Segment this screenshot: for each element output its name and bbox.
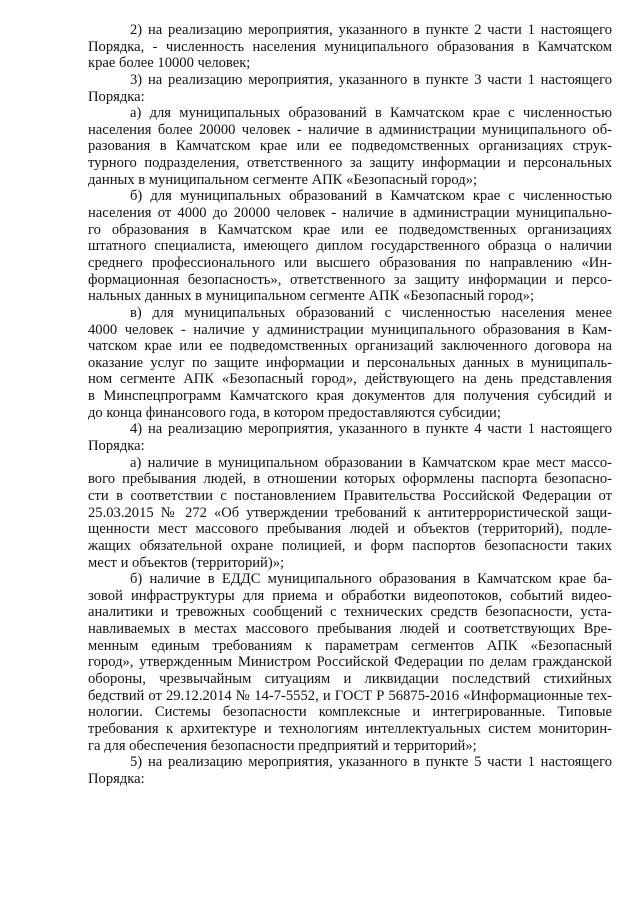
text-line: чатском крае или ее подведомственных организаций заключенного договора на [88, 338, 612, 355]
text-line: турного подразделения, ответственного за защиту информации и персональных [88, 155, 612, 172]
text-line: требования к архитектуре и технологиям интеллектуальных систем мониторин- [88, 720, 612, 737]
text-line: населения от 4000 до 20000 человек - наличие в администрации муниципально- [88, 205, 612, 222]
text-line: штатного специалиста, имеющего диплом государственного образца о наличии [88, 238, 612, 255]
text-line: навливаемых в местах массового пребывания людей и соответствующих Вре- [88, 621, 612, 638]
text-line: в) для муниципальных образований с численностью населения менее [130, 304, 612, 321]
text-line: нологии. Системы безопасности комплексные и интегрированные. Типовые [88, 704, 612, 721]
text-line: среднего профессионального или высшего образования по направлению «Ин- [88, 254, 612, 271]
paragraph-p3a [88, 105, 612, 188]
text-line: 4) на реализацию мероприятия, указанного в пункте 4 части 1 настоящего [130, 421, 612, 438]
paragraph-p4 [88, 421, 612, 454]
text-line: га для обеспечения безопасности предприятий и территорий»; [88, 737, 477, 754]
text-line: данных в муниципальном сегменте АПК «Безопасный город»; [88, 171, 478, 188]
paragraph-p3b [88, 188, 612, 304]
text-line: ном сегменте АПК «Безопасный город», действующего на день представления [88, 371, 612, 388]
text-line: населения более 20000 человек - наличие в администрации муниципального об- [88, 121, 612, 138]
text-line: вого пребывания людей, в отношении которых оформлены паспорта безопасно- [88, 471, 612, 488]
text-line: б) наличие в ЕДДС муниципального образования в Камчатском крае ба- [130, 571, 612, 588]
text-line: Порядка, - численность населения муниципального образования в Камчатском [88, 38, 612, 55]
text-line: формационная безопасность», ответственного за защиту информации и персо- [88, 271, 612, 288]
text-line: зовой инфраструктуры для приема и обработки видеопотоков, событий видео- [88, 587, 612, 604]
text-line: разования в Камчатском крае или ее подведомственных организациях струк- [88, 138, 612, 155]
text-line: 3) на реализацию мероприятия, указанного в пункте 3 части 1 настоящего [130, 71, 612, 88]
text-line: жащих обязательной охране полицией, и форм паспортов безопасности таких [88, 537, 612, 554]
text-line: Порядка: [88, 438, 145, 455]
paragraph-p3v [88, 305, 612, 421]
paragraph-p2 [88, 22, 612, 72]
text-line: мест и объектов (территорий)»; [88, 554, 285, 571]
text-line: го образования в Камчатском крае или ее подведомственных организациях [88, 221, 612, 238]
paragraph-p3 [88, 72, 612, 105]
text-line: 2) на реализацию мероприятия, указанного в пункте 2 части 1 настоящего [130, 22, 612, 38]
paragraph-p5 [88, 754, 612, 787]
text-line: аналитики и тревожных сообщений с технических средств безопасности, уста- [88, 604, 612, 621]
text-line: 5) на реализацию мероприятия, указанного в пункте 5 части 1 настоящего [130, 754, 612, 771]
document-body [88, 22, 612, 787]
text-line: оказание услуг по защите информации и персональных данных в муниципаль- [88, 354, 612, 371]
text-line: нальных данных в муниципальном сегменте АПК «Безопасный город»; [88, 288, 534, 305]
text-line: 4000 человек - наличие у администрации муниципального образования в Кам- [88, 321, 612, 338]
text-line: 25.03.2015 № 272 «Об утверждении требований к антитеррористической защи- [88, 504, 612, 521]
text-line: менным единым требованиям к параметрам сегментов АПК «Безопасный [88, 637, 612, 654]
text-line: б) для муниципальных образований в Камчатском крае с численностью [130, 188, 612, 205]
text-line: а) для муниципальных образований в Камчатском крае с численностью [130, 105, 612, 122]
text-line: сти в соответствии с постановлением Правительства Российской Федерации от [88, 487, 612, 504]
paragraph-p4b [88, 571, 612, 754]
text-line: обороны, чрезвычайным ситуациям и ликвидации последствий стихийных [88, 670, 612, 687]
text-line: город», утвержденным Министром Российской Федерации по делам гражданской [88, 654, 612, 671]
text-line: крае более 10000 человек; [88, 55, 251, 72]
text-line: а) наличие в муниципальном образовании в Камчатском крае мест массо- [130, 454, 612, 471]
text-line: в Минспецпрограмм Камчатского края документов для получения субсидий и [88, 388, 612, 405]
text-line: до конца финансового года, в котором предоставляются субсидии; [88, 404, 501, 421]
text-line: щенности мест массового пребывания людей и объектов (территорий), подле- [88, 521, 612, 538]
text-line: бедствий от 29.12.2014 № 14-7-5552, и ГОСТ Р 56875-2016 «Информационные тех- [88, 687, 612, 704]
text-line: Порядка: [88, 88, 145, 105]
paragraph-p4a [88, 455, 612, 571]
text-line: Порядка: [88, 770, 145, 787]
